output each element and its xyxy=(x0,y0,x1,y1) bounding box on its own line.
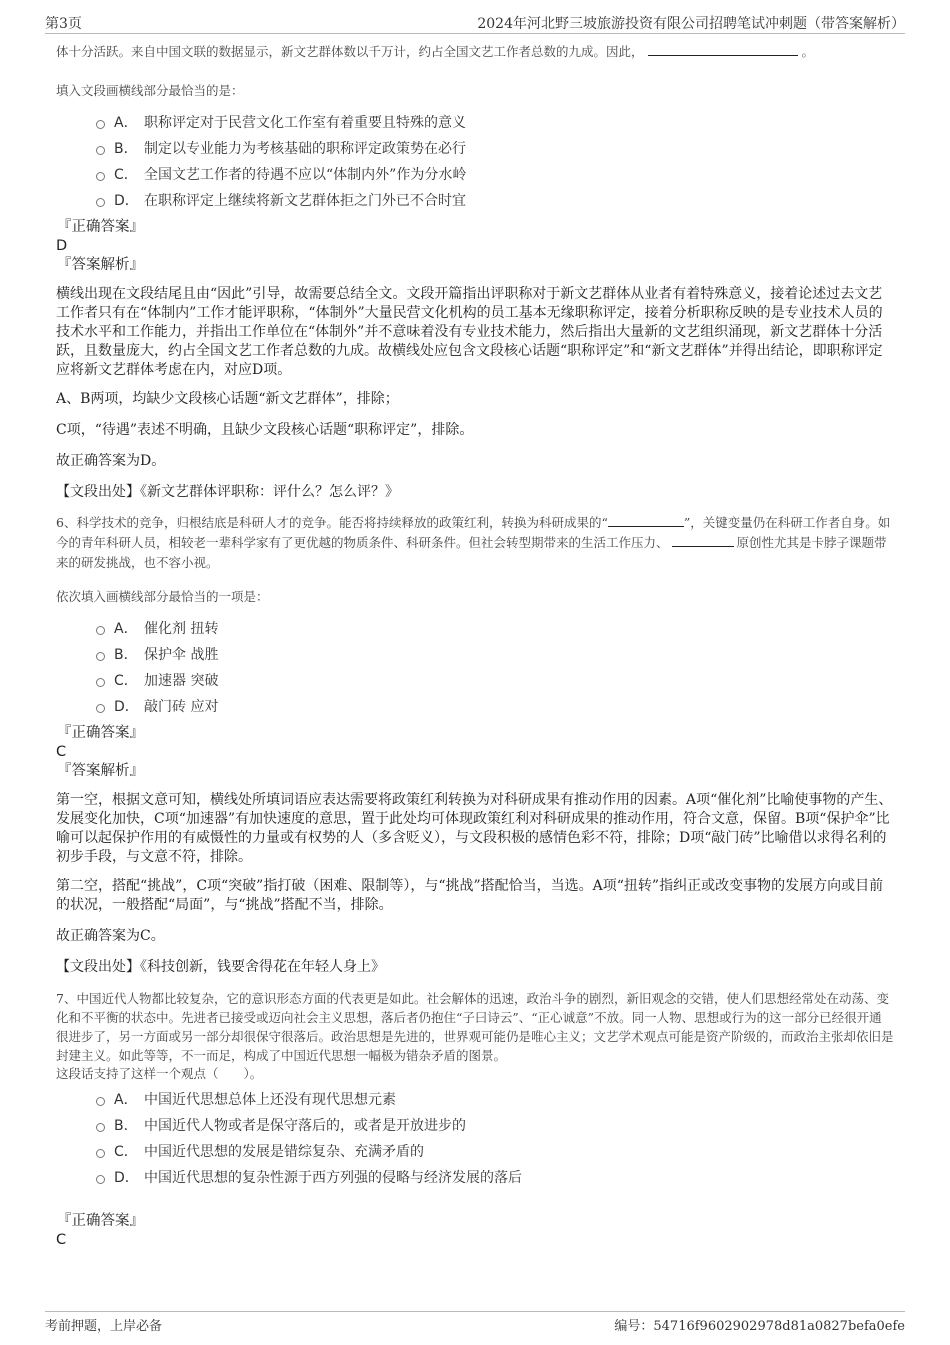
q7-prompt: 这段话支持了这样一个观点（ ）。 xyxy=(56,1066,263,1081)
analysis-paragraph: 横线出现在文段结尾且由“因此”引导，故需要总结全文。文段开篇指出评职称对于新文艺群体从业者有着特殊意义，接着论述过去文艺工作者只有在“体制内”工作才能评职称，“体制外”大量民营文化机构的员工基本无缘职称评定，接着分析职称反映的是专业技术人员的技术水平和工作能力，并指出工作单位在“体制外”并不意味着没有专业技术能力，然后指出大量新的文艺组织涌现，新文艺群体十分活跃，且数量庞大，约占全国文艺工作者总数的九成。故横线处应包含文段核心话题“职称评定”和“新文艺群体”并得出结论，即职称评定应将新文艺群体考虑在内，对应D项。 xyxy=(56,286,883,378)
option-text: 中国近代人物或者是保守落后的，或者是开放进步的 xyxy=(144,1118,466,1134)
option-letter: A． xyxy=(114,621,138,637)
source-citation: 【文段出处】《科技创新，钱要舍得花在年轻人身上》 xyxy=(56,959,385,975)
q5-answer-value: D xyxy=(56,238,68,254)
q7-option-c[interactable] xyxy=(96,1138,894,1164)
option-text: 催化剂 扭转 xyxy=(144,621,219,637)
option-letter: A． xyxy=(114,1092,138,1108)
radio-button[interactable] xyxy=(96,626,105,635)
radio-button[interactable] xyxy=(96,198,105,207)
q7-option-d[interactable] xyxy=(96,1164,894,1190)
q5-option-d[interactable] xyxy=(96,187,894,213)
option-text: 在职称评定上继续将新文艺群体拒之门外已不合时宜 xyxy=(144,193,466,209)
option-letter: B． xyxy=(114,141,138,157)
radio-button[interactable] xyxy=(96,1123,105,1132)
q5-passage xyxy=(56,42,894,62)
option-letter: C． xyxy=(114,673,138,689)
q6-options xyxy=(96,615,894,719)
analysis-paragraph: 第二空，搭配“挑战”，C项“突破”指打破（困难、限制等），与“挑战”搭配恰当，当选。A项“扭转”指纠正或改变事物的发展方向或目前的状况，一般搭配“局面”，与“挑战”搭配不当，排除。 xyxy=(56,878,884,913)
analysis-paragraph: A、B两项，均缺少文段核心话题“新文艺群体”，排除； xyxy=(56,391,399,407)
option-letter: D． xyxy=(114,193,139,209)
option-letter: D． xyxy=(114,699,139,715)
q5-blank xyxy=(648,43,798,56)
option-letter: B． xyxy=(114,647,138,663)
q5-option-b[interactable] xyxy=(96,135,894,161)
q5-passage-end: 。 xyxy=(801,44,815,59)
footer-divider xyxy=(45,1311,905,1312)
question-6 xyxy=(56,513,894,977)
q5-option-c[interactable] xyxy=(96,161,894,187)
q7-options xyxy=(96,1086,894,1190)
q7-option-a[interactable] xyxy=(96,1086,894,1112)
option-text: 制定以专业能力为考核基础的职称评定政策势在必行 xyxy=(144,141,466,157)
q6-answer-label: 『正确答案』 xyxy=(57,725,144,741)
radio-button[interactable] xyxy=(96,678,105,687)
page-header xyxy=(0,0,950,34)
q6-blank-2 xyxy=(672,534,734,547)
source-citation: 【文段出处】《新文艺群体评职称：评什么？怎么评？》 xyxy=(56,484,399,500)
option-text: 中国近代思想总体上还没有现代思想元素 xyxy=(144,1092,396,1108)
option-text: 全国文艺工作者的待遇不应以“体制内外”作为分水岭 xyxy=(144,167,467,183)
radio-button[interactable] xyxy=(96,172,105,181)
page-number: 第3页 xyxy=(45,16,82,32)
analysis-paragraph: 故正确答案为C。 xyxy=(56,928,165,944)
radio-button[interactable] xyxy=(96,1097,105,1106)
q5-analysis-label: 『答案解析』 xyxy=(57,257,144,273)
q6-passage-part2: ”，关键变量仍在科研工作者自身。如今的青年科研人员，相较老一辈科学家有了更优越的物质条件、科研条件。但社会转型期带来的生活工作压力、 xyxy=(56,515,891,550)
radio-button[interactable] xyxy=(96,120,105,129)
q5-answer-label: 『正确答案』 xyxy=(57,219,144,235)
header-divider xyxy=(45,33,905,34)
q5-passage-tail: 体十分活跃。来自中国文联的数据显示，新文艺群体数以千万计，约占全国文艺工作者总数的九成。因此， xyxy=(56,44,644,59)
q5-options xyxy=(96,109,894,213)
analysis-paragraph: 第一空，根据文意可知，横线处所填词语应表达需要将政策红利转换为对科研成果有推动作用的因素。A项“催化剂”比喻使事物的产生、发展变化加快，C项“加速器”有加快速度的意思，置于此处均可体现政策红利对科研成果的推动作用，符合文意，保留。B项“保护伞”比喻可以起保护作用的有威慑性的力量或有权势的人（多含贬义），与文段积极的感情色彩不符，排除；D项“敲门砖”比喻借以求得名利的初步手段，与文意不符，排除。 xyxy=(56,792,893,865)
option-text: 中国近代思想的复杂性源于西方列强的侵略与经济发展的落后 xyxy=(144,1170,522,1186)
q7-option-b[interactable] xyxy=(96,1112,894,1138)
q5-option-a[interactable] xyxy=(96,109,894,135)
option-text: 加速器 突破 xyxy=(144,673,219,689)
option-text: 保护伞 战胜 xyxy=(144,647,219,663)
question-5 xyxy=(56,42,894,502)
question-7 xyxy=(56,989,894,1250)
q6-answer-value: C xyxy=(56,744,67,760)
option-letter: D． xyxy=(114,1170,139,1186)
q6-option-a[interactable] xyxy=(96,615,894,641)
q7-passage: 7、中国近代人物都比较复杂，它的意识形态方面的代表更是如此。社会解体的迅速，政治斗争的剧烈，新旧观念的交错，使人们思想经常处在动荡、变化和不平衡的状态中。先进者已接受或迈向社会主义思想，落后者仍抱住“子曰诗云”、“正心诚意”不放。同一人物、思想或行为的这一部分已经很开通很进步了，另一方面或另一部分却很保守很落后。政治思想是先进的，世界观可能仍是唯心主义；文艺学术观点可能是资产阶级的，而政治主张却依旧是封建主义。如此等等，不一而足，构成了中国近代思想一幅极为错杂矛盾的图景。 xyxy=(56,991,894,1063)
q5-analysis xyxy=(56,285,894,502)
document-title: 2024年河北野三坡旅游投资有限公司招聘笔试冲刺题（带答案解析） xyxy=(477,16,905,32)
analysis-paragraph: 故正确答案为D。 xyxy=(56,453,166,469)
q6-analysis xyxy=(56,791,894,977)
option-letter: C． xyxy=(114,1144,138,1160)
document-id: 编号：54716f9602902978d81a0827befa0efe xyxy=(614,1319,905,1334)
radio-button[interactable] xyxy=(96,704,105,713)
q6-passage xyxy=(56,513,894,573)
q6-option-b[interactable] xyxy=(96,641,894,667)
page-content xyxy=(56,40,894,1250)
option-letter: C． xyxy=(114,167,138,183)
footer-slogan: 考前押题，上岸必备 xyxy=(45,1319,163,1334)
radio-button[interactable] xyxy=(96,1175,105,1184)
radio-button[interactable] xyxy=(96,146,105,155)
q6-passage-part3: 原创性尤其是卡脖子课题带来的研发挑战，也不容小视。 xyxy=(56,535,887,570)
q6-blank-1 xyxy=(608,514,684,527)
option-text: 职称评定对于民营文化工作室有着重要且特殊的意义 xyxy=(144,115,466,131)
q5-prompt: 填入文段画横线部分最恰当的是： xyxy=(56,83,244,98)
analysis-paragraph: C项，“待遇”表述不明确，且缺少文段核心话题“职称评定”，排除。 xyxy=(56,422,474,438)
option-text: 中国近代思想的发展是错综复杂、充满矛盾的 xyxy=(144,1144,424,1160)
q6-prompt: 依次填入画横线部分最恰当的一项是： xyxy=(56,589,269,604)
option-letter: B． xyxy=(114,1118,138,1134)
q6-passage-part1: 6、科学技术的竞争，归根结底是科研人才的竞争。能否将持续释放的政策红利，转换为科研成果的“ xyxy=(56,515,608,530)
q6-option-d[interactable] xyxy=(96,693,894,719)
q6-option-c[interactable] xyxy=(96,667,894,693)
option-text: 敲门砖 应对 xyxy=(144,699,219,715)
q7-answer-value: C xyxy=(56,1232,67,1248)
option-letter: A． xyxy=(114,115,138,131)
q7-answer-label: 『正确答案』 xyxy=(57,1213,144,1229)
radio-button[interactable] xyxy=(96,652,105,661)
q6-analysis-label: 『答案解析』 xyxy=(57,763,144,779)
radio-button[interactable] xyxy=(96,1149,105,1158)
